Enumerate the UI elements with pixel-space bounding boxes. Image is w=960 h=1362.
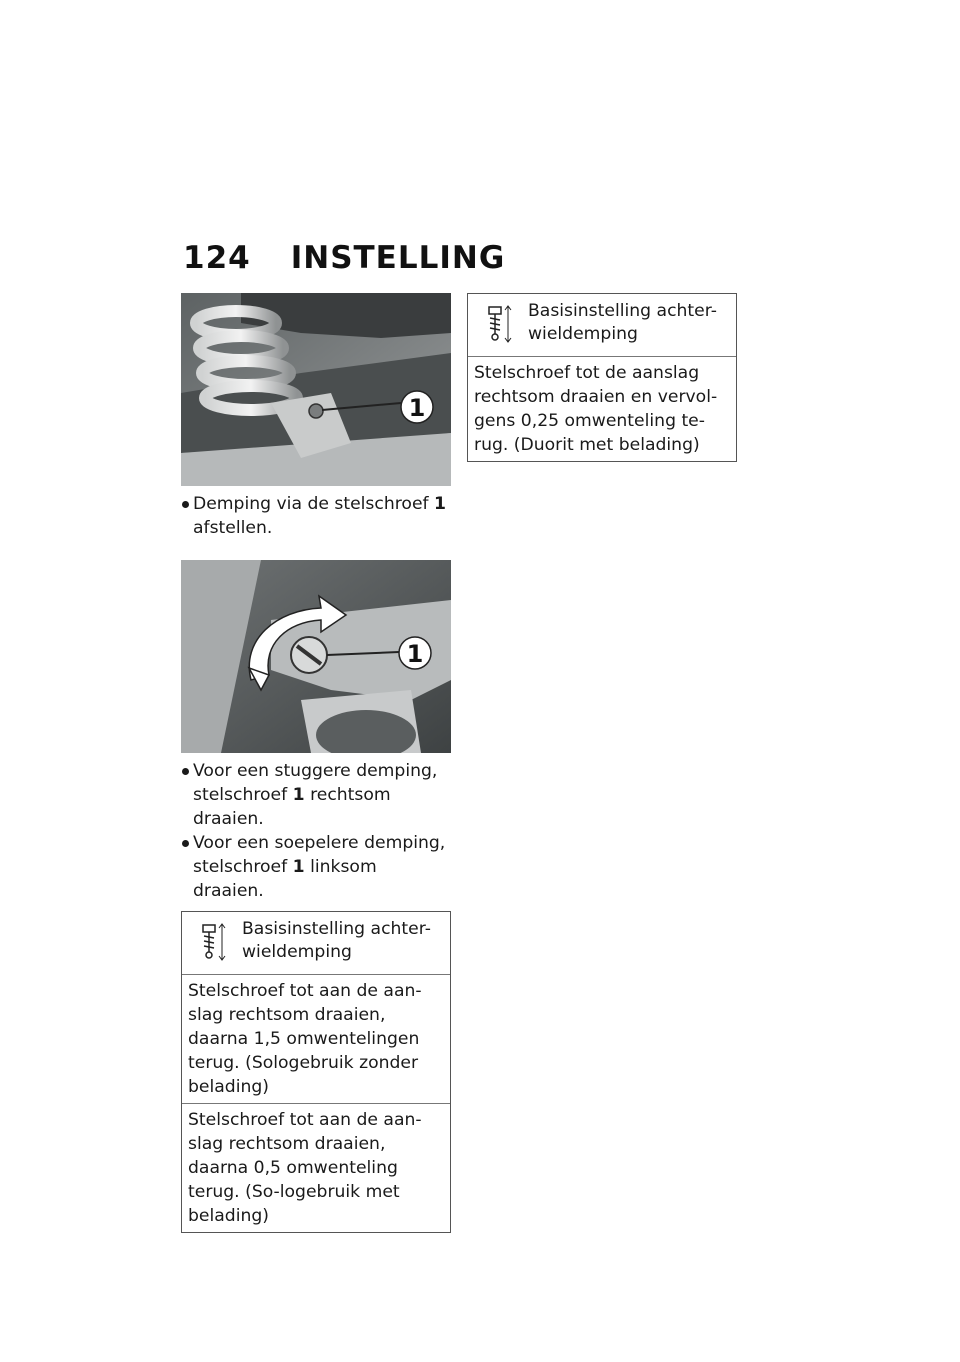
adjusting-screw-photo: [181, 560, 451, 753]
spec-box-basic-setting-duo: [467, 293, 737, 462]
shock-absorber-illustration: [181, 293, 451, 486]
page-header: [183, 240, 505, 276]
list-item: [181, 831, 451, 903]
spec-box-basic-setting: [181, 911, 451, 1233]
part-reference: 1: [434, 494, 446, 514]
bullet-text: afstellen.: [193, 518, 273, 538]
list-item: [181, 492, 451, 540]
bullet-text: rechtsom draaien.: [193, 785, 391, 829]
page-number: 124: [183, 240, 251, 276]
spec-header: [182, 912, 450, 975]
adjusting-screw-illustration: [181, 560, 451, 753]
spec-row: Stelschroef tot aan de aan-slag rechtsom draaien, daarna 0,5 omwenteling terug. (So-logebruik met belading): [182, 1103, 450, 1232]
list-item: [181, 759, 451, 831]
bullet-text: linksom draaien.: [193, 857, 377, 901]
spec-row: Stelschroef tot de aanslag rechtsom draaien en vervol-gens 0,25 omwenteling te-rug. (Duorit met belading): [474, 363, 718, 455]
shock-absorber-photo: [181, 293, 451, 486]
figure2-callout: 1: [406, 640, 424, 668]
shock-absorber-icon: [484, 304, 514, 344]
spec-title: Basisinstelling achter-wieldemping: [242, 919, 431, 962]
right-column: [467, 293, 737, 462]
bullet-text: Voor een stuggere demping, stelschroef: [193, 761, 438, 805]
bullet-text: Voor een soepelere demping, stelschroef: [193, 833, 446, 877]
bullet-text: Demping via de stelschroef: [193, 494, 435, 514]
left-column: [181, 293, 451, 1233]
section-title: INSTELLING: [290, 240, 506, 276]
shock-absorber-icon: [198, 922, 228, 962]
spec-header: [468, 294, 736, 357]
spec-title: Basisinstelling achter-wieldemping: [528, 301, 717, 344]
figure1-callout: 1: [408, 394, 426, 422]
spec-row: Stelschroef tot aan de aan-slag rechtsom draaien, daarna 1,5 omwentelingen terug. (Sologebruik zonder belading): [188, 981, 422, 1097]
bullet-list-1: [181, 492, 451, 540]
part-reference: 1: [292, 785, 305, 805]
part-reference: 1: [292, 857, 305, 877]
bullet-list-2: [181, 759, 451, 903]
